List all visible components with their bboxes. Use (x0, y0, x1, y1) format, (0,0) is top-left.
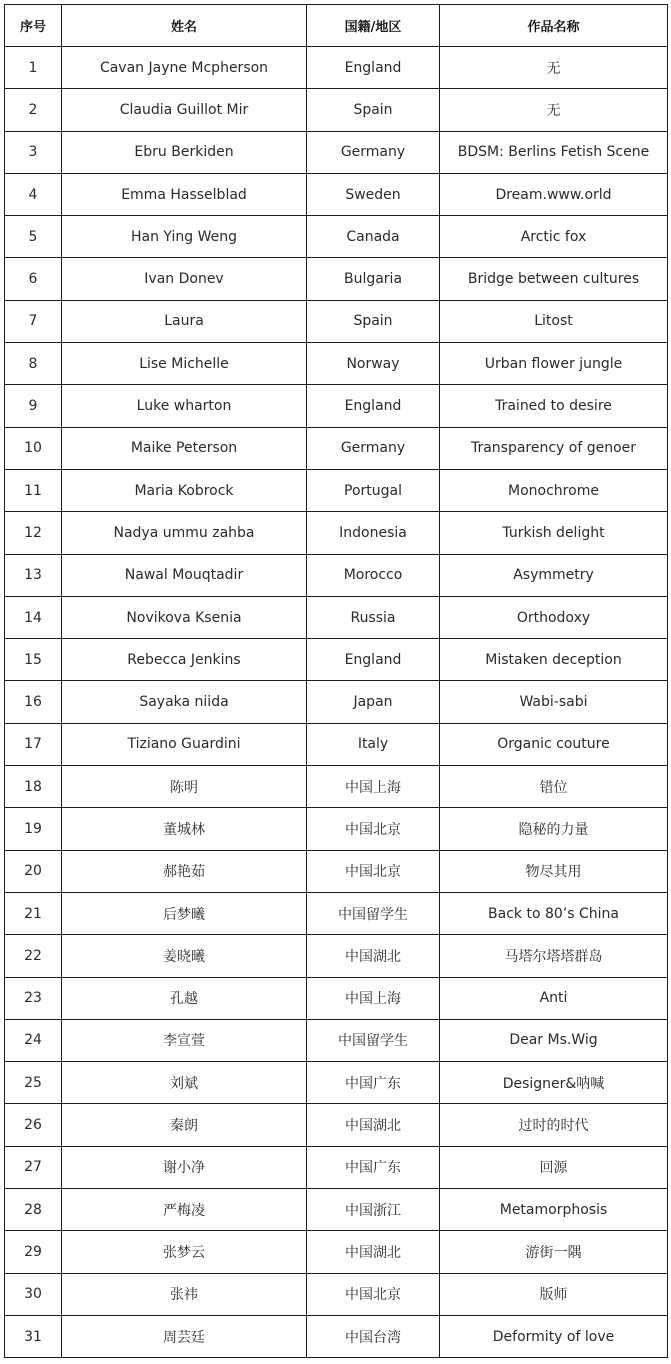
work-title-cell: Bridge between cultures (440, 258, 668, 300)
designer-name-cell: Lise Michelle (62, 343, 307, 385)
work-title-cell: Dream.www.orld (440, 173, 668, 215)
designer-name-cell: 李宣萱 (62, 1019, 307, 1061)
table-row (5, 935, 668, 977)
work-title-cell: Urban flower jungle (440, 343, 668, 385)
designer-name-cell: Nadya ummu zahba (62, 512, 307, 554)
row-number-cell: 12 (5, 512, 62, 554)
work-title-cell: 物尽其用 (440, 850, 668, 892)
region-cell: 中国上海 (307, 766, 440, 808)
table-row (5, 1231, 668, 1273)
table-row (5, 892, 668, 934)
designer-name-cell: 秦朗 (62, 1104, 307, 1146)
row-number-cell: 18 (5, 766, 62, 808)
region-cell: 中国广东 (307, 1146, 440, 1188)
work-title-cell: Metamorphosis (440, 1189, 668, 1231)
work-title-cell: Deformity of love (440, 1315, 668, 1357)
row-number-cell: 17 (5, 723, 62, 765)
region-cell: 中国留学生 (307, 892, 440, 934)
table-row (5, 681, 668, 723)
work-title-cell: Back to 80’s China (440, 892, 668, 934)
work-title-cell: 无 (440, 89, 668, 131)
work-title-cell: Organic couture (440, 723, 668, 765)
table-row (5, 300, 668, 342)
table-row (5, 173, 668, 215)
table-row (5, 596, 668, 638)
designer-name-cell: Emma Hasselblad (62, 173, 307, 215)
row-number-cell: 7 (5, 300, 62, 342)
region-cell: England (307, 385, 440, 427)
designer-name-cell: Tiziano Guardini (62, 723, 307, 765)
designer-name-cell: Maike Peterson (62, 427, 307, 469)
row-number-cell: 20 (5, 850, 62, 892)
table-row (5, 512, 668, 554)
table-row (5, 977, 668, 1019)
region-cell: 中国台湾 (307, 1315, 440, 1357)
work-title-cell: Asymmetry (440, 554, 668, 596)
table-header (5, 5, 668, 47)
work-title-cell: Mistaken deception (440, 639, 668, 681)
work-title-cell: 隐秘的力量 (440, 808, 668, 850)
region-cell: 中国湖北 (307, 935, 440, 977)
table-row (5, 808, 668, 850)
designer-name-cell: Rebecca Jenkins (62, 639, 307, 681)
designer-name-cell: Ebru Berkiden (62, 131, 307, 173)
table-row (5, 427, 668, 469)
row-number-cell: 3 (5, 131, 62, 173)
row-number-cell: 23 (5, 977, 62, 1019)
work-title-cell: Designer&呐喊 (440, 1062, 668, 1104)
table-row (5, 723, 668, 765)
region-cell: 中国留学生 (307, 1019, 440, 1061)
row-number-cell: 28 (5, 1189, 62, 1231)
region-cell: Portugal (307, 469, 440, 511)
header-row (5, 5, 668, 47)
region-cell: 中国北京 (307, 1273, 440, 1315)
designer-name-cell: 陈明 (62, 766, 307, 808)
region-cell: 中国广东 (307, 1062, 440, 1104)
row-number-cell: 14 (5, 596, 62, 638)
table-row (5, 1104, 668, 1146)
region-cell: Sweden (307, 173, 440, 215)
designer-name-cell: 董城林 (62, 808, 307, 850)
row-number-cell: 9 (5, 385, 62, 427)
designer-name-cell: Sayaka niida (62, 681, 307, 723)
designer-name-cell: 张梦云 (62, 1231, 307, 1273)
row-number-cell: 29 (5, 1231, 62, 1273)
work-title-cell: Trained to desire (440, 385, 668, 427)
table-row (5, 1273, 668, 1315)
designer-name-cell: Claudia Guillot Mir (62, 89, 307, 131)
work-title-cell: 错位 (440, 766, 668, 808)
region-cell: Germany (307, 427, 440, 469)
row-number-cell: 30 (5, 1273, 62, 1315)
table-row (5, 469, 668, 511)
region-cell: 中国湖北 (307, 1231, 440, 1273)
table-row (5, 1315, 668, 1357)
row-number-cell: 5 (5, 216, 62, 258)
table-row (5, 1019, 668, 1061)
table-row (5, 131, 668, 173)
work-title-cell: Wabi-sabi (440, 681, 668, 723)
region-cell: Spain (307, 300, 440, 342)
designer-roster-table (4, 4, 668, 1358)
table-row (5, 343, 668, 385)
table-row (5, 216, 668, 258)
designer-name-cell: 姜晓曦 (62, 935, 307, 977)
work-title-cell: 回源 (440, 1146, 668, 1188)
row-number-cell: 16 (5, 681, 62, 723)
row-number-cell: 19 (5, 808, 62, 850)
work-title-cell: Turkish delight (440, 512, 668, 554)
work-title-cell: Arctic fox (440, 216, 668, 258)
work-title-cell: Monochrome (440, 469, 668, 511)
table-row (5, 47, 668, 89)
header-work-title: 作品名称 (440, 5, 668, 47)
row-number-cell: 22 (5, 935, 62, 977)
row-number-cell: 8 (5, 343, 62, 385)
row-number-cell: 6 (5, 258, 62, 300)
work-title-cell: 无 (440, 47, 668, 89)
row-number-cell: 15 (5, 639, 62, 681)
region-cell: 中国北京 (307, 850, 440, 892)
header-name: 姓名 (62, 5, 307, 47)
work-title-cell: Dear Ms.Wig (440, 1019, 668, 1061)
region-cell: 中国湖北 (307, 1104, 440, 1146)
row-number-cell: 4 (5, 173, 62, 215)
designer-name-cell: Cavan Jayne Mcpherson (62, 47, 307, 89)
header-region: 国籍/地区 (307, 5, 440, 47)
work-title-cell: 游街一隅 (440, 1231, 668, 1273)
row-number-cell: 2 (5, 89, 62, 131)
region-cell: Morocco (307, 554, 440, 596)
designer-name-cell: 孔越 (62, 977, 307, 1019)
region-cell: Germany (307, 131, 440, 173)
region-cell: England (307, 639, 440, 681)
table-body (5, 47, 668, 1358)
region-cell: 中国北京 (307, 808, 440, 850)
row-number-cell: 24 (5, 1019, 62, 1061)
row-number-cell: 1 (5, 47, 62, 89)
table-row (5, 766, 668, 808)
region-cell: Spain (307, 89, 440, 131)
region-cell: England (307, 47, 440, 89)
region-cell: Italy (307, 723, 440, 765)
designer-name-cell: 周芸廷 (62, 1315, 307, 1357)
designer-name-cell: 郝艳茹 (62, 850, 307, 892)
region-cell: 中国浙江 (307, 1189, 440, 1231)
row-number-cell: 10 (5, 427, 62, 469)
designer-name-cell: 后梦曦 (62, 892, 307, 934)
designer-name-cell: Ivan Donev (62, 258, 307, 300)
table-row (5, 1189, 668, 1231)
work-title-cell: 版师 (440, 1273, 668, 1315)
table-row (5, 639, 668, 681)
table-row (5, 1146, 668, 1188)
row-number-cell: 31 (5, 1315, 62, 1357)
row-number-cell: 25 (5, 1062, 62, 1104)
row-number-cell: 11 (5, 469, 62, 511)
designer-name-cell: 谢小净 (62, 1146, 307, 1188)
work-title-cell: 马塔尔塔塔群岛 (440, 935, 668, 977)
region-cell: Canada (307, 216, 440, 258)
row-number-cell: 21 (5, 892, 62, 934)
work-title-cell: 过时的时代 (440, 1104, 668, 1146)
region-cell: Japan (307, 681, 440, 723)
table-row (5, 554, 668, 596)
region-cell: 中国上海 (307, 977, 440, 1019)
table-row (5, 385, 668, 427)
table-row (5, 89, 668, 131)
work-title-cell: Anti (440, 977, 668, 1019)
designer-name-cell: 严梅凌 (62, 1189, 307, 1231)
region-cell: Bulgaria (307, 258, 440, 300)
designer-name-cell: Nawal Mouqtadir (62, 554, 307, 596)
table-row (5, 850, 668, 892)
row-number-cell: 27 (5, 1146, 62, 1188)
designer-name-cell: Luke wharton (62, 385, 307, 427)
table-row (5, 1062, 668, 1104)
designer-name-cell: Maria Kobrock (62, 469, 307, 511)
header-number: 序号 (5, 5, 62, 47)
row-number-cell: 26 (5, 1104, 62, 1146)
designer-name-cell: Novikova Ksenia (62, 596, 307, 638)
work-title-cell: Orthodoxy (440, 596, 668, 638)
region-cell: Russia (307, 596, 440, 638)
designer-name-cell: Han Ying Weng (62, 216, 307, 258)
work-title-cell: Litost (440, 300, 668, 342)
table-row (5, 258, 668, 300)
work-title-cell: Transparency of genoer (440, 427, 668, 469)
designer-name-cell: Laura (62, 300, 307, 342)
row-number-cell: 13 (5, 554, 62, 596)
designer-name-cell: 刘斌 (62, 1062, 307, 1104)
region-cell: Norway (307, 343, 440, 385)
work-title-cell: BDSM: Berlins Fetish Scene (440, 131, 668, 173)
region-cell: Indonesia (307, 512, 440, 554)
designer-name-cell: 张祎 (62, 1273, 307, 1315)
